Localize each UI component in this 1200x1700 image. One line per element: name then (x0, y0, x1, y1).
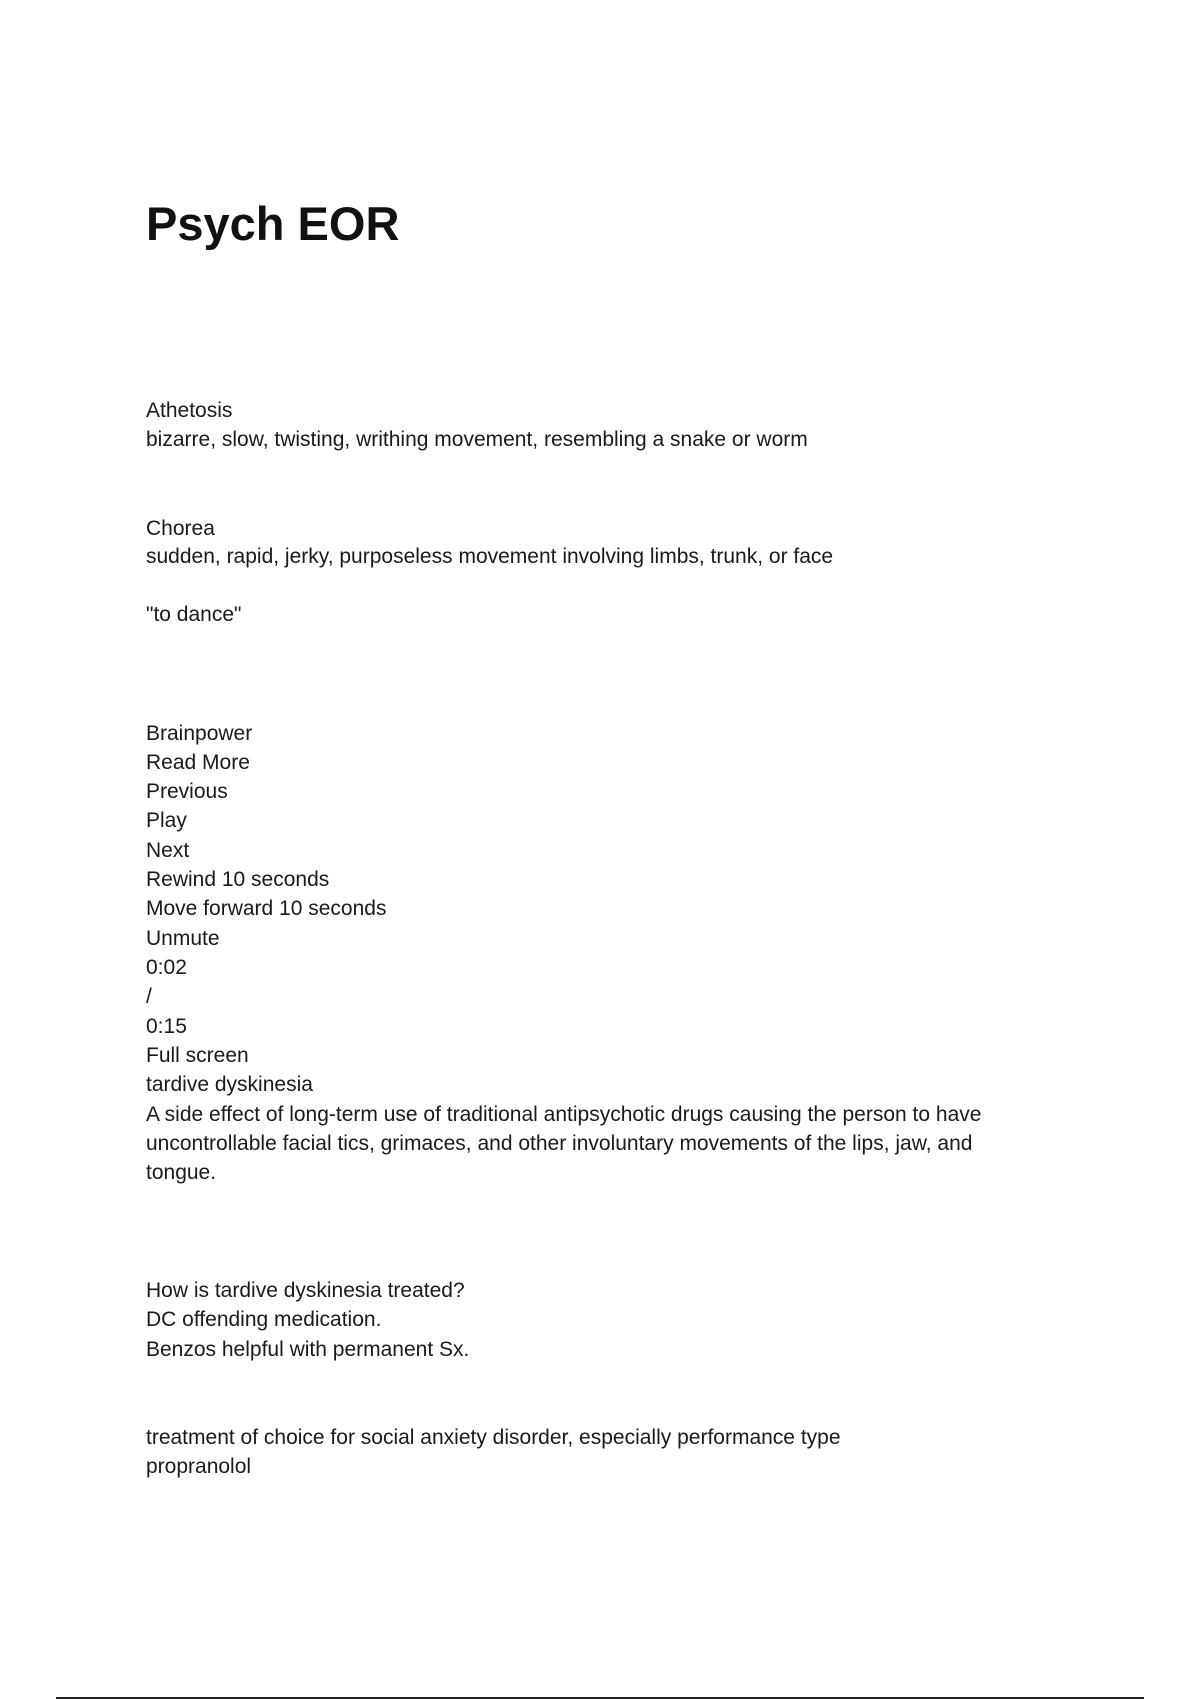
social-anxiety-question: treatment of choice for social anxiety disorder, especially performance type (146, 1426, 841, 1449)
page-title: Psych EOR (146, 197, 400, 250)
player-brand: Brainpower (146, 722, 253, 745)
previous-button[interactable]: Previous (146, 780, 228, 803)
next-button[interactable]: Next (146, 839, 190, 862)
chorea-definition: sudden, rapid, jerky, purposeless movement involving limbs, trunk, or face (146, 545, 834, 568)
time-separator: / (146, 985, 152, 1008)
duration: 0:15 (146, 1015, 187, 1038)
td-treatment-question: How is tardive dyskinesia treated? (146, 1279, 465, 1302)
social-anxiety-answer: propranolol (146, 1455, 252, 1478)
chorea-note: "to dance" (146, 603, 242, 626)
tardive-term: tardive dyskinesia (146, 1073, 313, 1096)
rewind-button[interactable]: Rewind 10 seconds (146, 868, 330, 891)
athetosis-definition: bizarre, slow, twisting, writhing movement, resembling a snake or worm (146, 428, 808, 451)
td-treatment-answer-2: Benzos helpful with permanent Sx. (146, 1338, 470, 1361)
chorea-term: Chorea (146, 517, 215, 540)
full-screen-button[interactable]: Full screen (146, 1044, 249, 1067)
td-treatment-answer-1: DC offending medication. (146, 1308, 382, 1331)
current-time: 0:02 (146, 956, 187, 979)
unmute-button[interactable]: Unmute (146, 927, 220, 950)
athetosis-term: Athetosis (146, 399, 233, 422)
footer-divider (56, 1697, 1144, 1699)
tardive-definition: A side effect of long-term use of traditional antipsychotic drugs causing the person to have uncontrollable facial tics, grimaces, and other involuntary movements of the lips, jaw, and tongue. (146, 1103, 982, 1184)
read-more-link[interactable]: Read More (146, 751, 250, 774)
play-button[interactable]: Play (146, 809, 187, 832)
forward-button[interactable]: Move forward 10 seconds (146, 897, 387, 920)
